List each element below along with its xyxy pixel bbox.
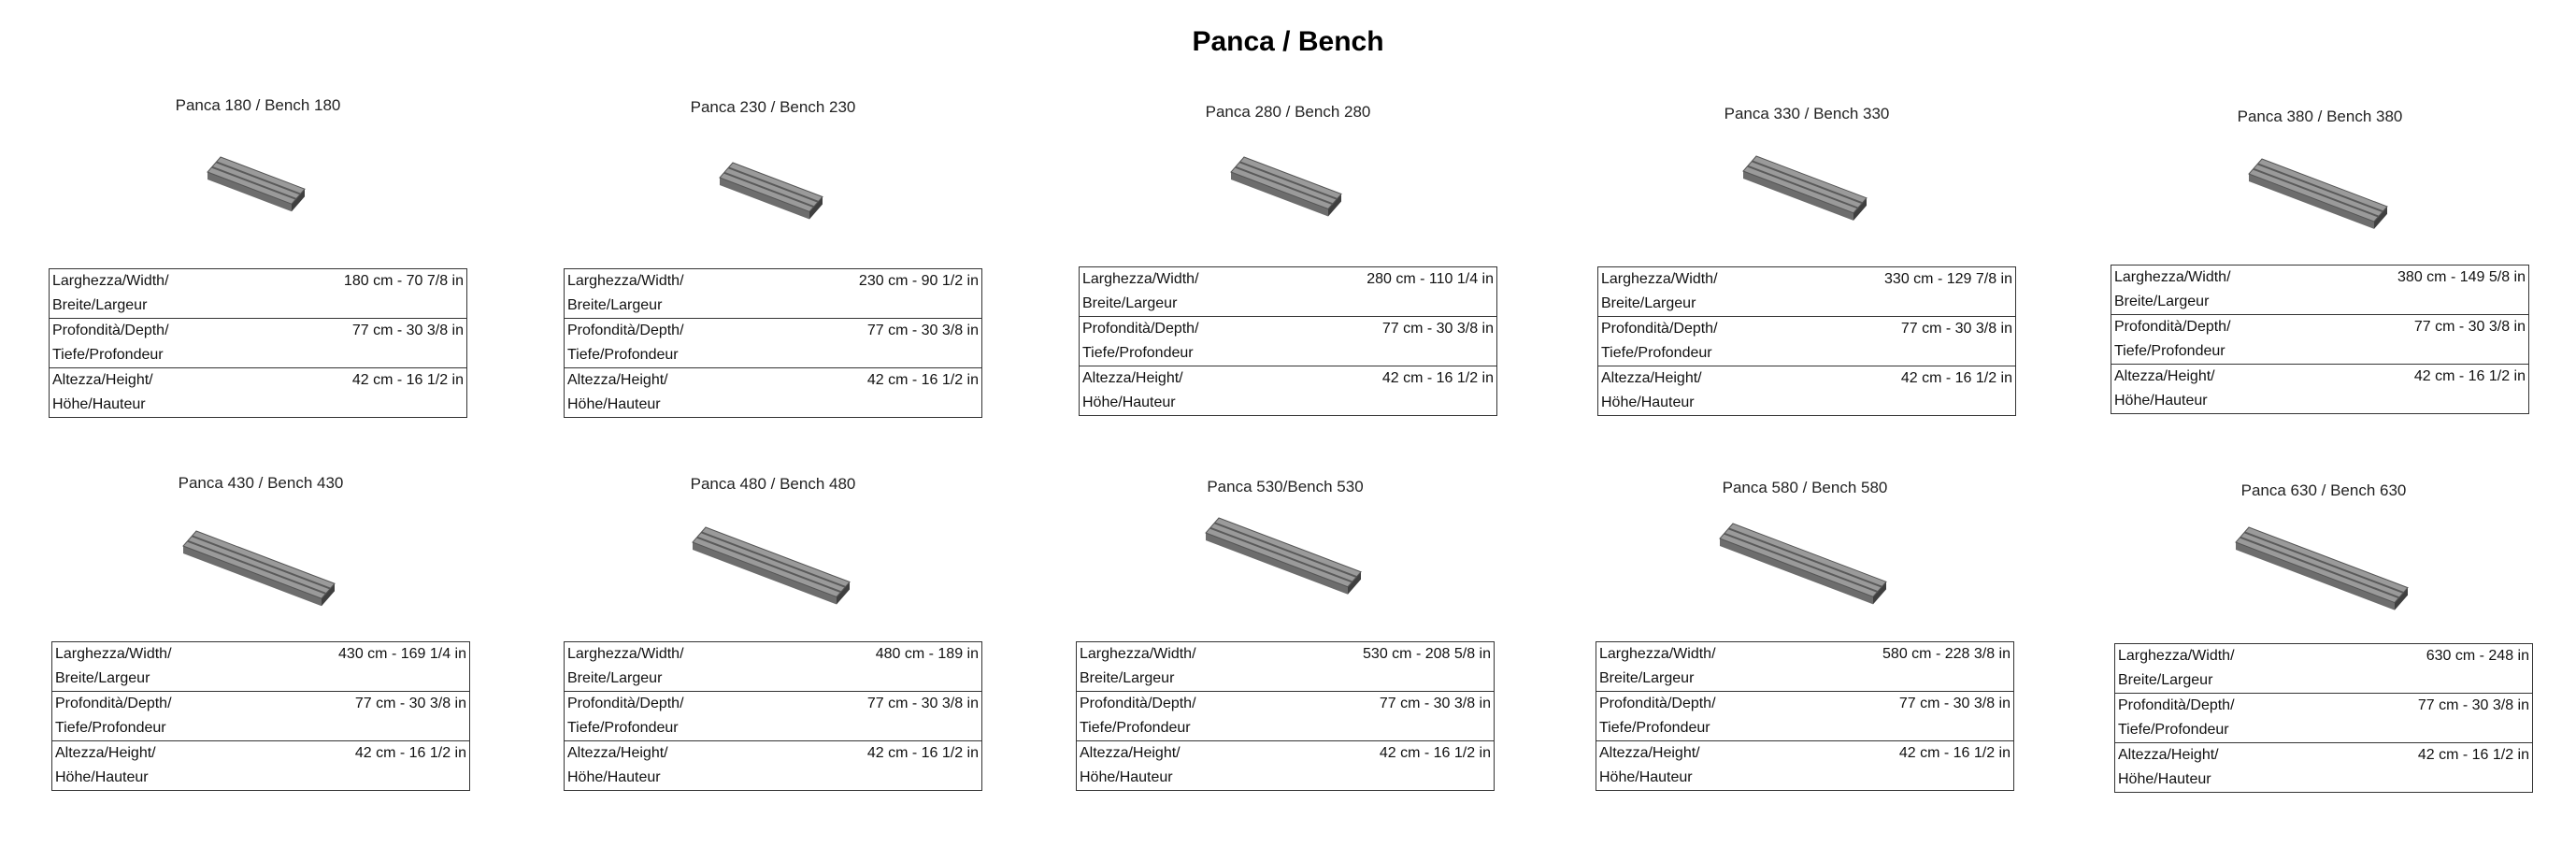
dimension-row-width xyxy=(1080,267,1497,317)
width-label-line-2: Breite/Largeur xyxy=(1082,295,1178,311)
dimensions-table xyxy=(2111,265,2529,414)
height-label-line-1: Altezza/Height/ xyxy=(1601,370,1702,386)
dimensions-table xyxy=(51,641,470,791)
height-label-line-2: Höhe/Hauteur xyxy=(1080,769,1173,785)
height-label-line-2: Höhe/Hauteur xyxy=(2118,771,2211,787)
width-value: 180 cm - 70 7/8 in xyxy=(306,269,466,319)
depth-label xyxy=(1080,317,1337,366)
bench-image xyxy=(718,161,828,228)
depth-value: 77 cm - 30 3/8 in xyxy=(2371,694,2532,743)
bench-image xyxy=(1204,516,1367,604)
dimension-row-depth xyxy=(1596,692,2014,741)
bench-title: Panca 530/Bench 530 xyxy=(1207,478,1364,495)
depth-label-line-1: Profondità/Depth/ xyxy=(1080,696,1196,711)
width-value: 480 cm - 189 in xyxy=(821,642,981,692)
width-label xyxy=(2111,266,2368,315)
width-value: 580 cm - 228 3/8 in xyxy=(1853,642,2013,692)
depth-label-line-1: Profondità/Depth/ xyxy=(1082,321,1199,337)
height-value: 42 cm - 16 1/2 in xyxy=(308,741,469,791)
height-label-line-1: Altezza/Height/ xyxy=(567,745,668,761)
height-value: 42 cm - 16 1/2 in xyxy=(821,368,981,418)
depth-value: 77 cm - 30 3/8 in xyxy=(1333,692,1494,741)
width-label-line-1: Larghezza/Width/ xyxy=(2114,269,2231,285)
width-value: 230 cm - 90 1/2 in xyxy=(821,269,981,319)
height-label xyxy=(1077,741,1334,791)
width-label-line-1: Larghezza/Width/ xyxy=(1080,646,1196,662)
bench-image xyxy=(1229,155,1347,226)
dimension-row-height xyxy=(52,741,470,791)
width-label-line-2: Breite/Largeur xyxy=(567,670,663,686)
width-label-line-2: Breite/Largeur xyxy=(52,297,148,313)
bench-image xyxy=(2247,157,2393,238)
width-label xyxy=(50,269,307,319)
height-value: 42 cm - 16 1/2 in xyxy=(1336,366,1496,416)
width-value: 630 cm - 248 in xyxy=(2371,644,2532,694)
depth-label xyxy=(565,692,822,741)
height-value: 42 cm - 16 1/2 in xyxy=(821,741,981,791)
dimension-row-width xyxy=(52,642,470,692)
dimension-row-depth xyxy=(565,692,982,741)
height-value: 42 cm - 16 1/2 in xyxy=(1333,741,1494,791)
depth-label-line-2: Tiefe/Profondeur xyxy=(1080,720,1191,736)
width-label-line-2: Breite/Largeur xyxy=(55,670,150,686)
height-label-line-1: Altezza/Height/ xyxy=(1599,745,1700,761)
depth-label-line-2: Tiefe/Profondeur xyxy=(1082,345,1194,361)
bench-title: Panca 580 / Bench 580 xyxy=(1722,479,1888,496)
height-label-line-1: Altezza/Height/ xyxy=(55,745,156,761)
width-label-line-1: Larghezza/Width/ xyxy=(567,646,684,662)
height-label-line-2: Höhe/Hauteur xyxy=(1599,769,1693,785)
height-label-line-2: Höhe/Hauteur xyxy=(567,396,661,412)
width-label-line-1: Larghezza/Width/ xyxy=(1599,646,1716,662)
dimension-row-depth xyxy=(2111,315,2529,365)
depth-value: 77 cm - 30 3/8 in xyxy=(308,692,469,741)
width-label-line-2: Breite/Largeur xyxy=(1080,670,1175,686)
dimension-row-depth xyxy=(565,319,982,368)
dimension-row-width xyxy=(1598,267,2016,317)
width-label-line-1: Larghezza/Width/ xyxy=(52,273,169,289)
width-label-line-2: Breite/Largeur xyxy=(1601,295,1696,311)
depth-label-line-1: Profondità/Depth/ xyxy=(1599,696,1716,711)
dimension-row-width xyxy=(565,642,982,692)
bench-title: Panca 280 / Bench 280 xyxy=(1205,103,1371,121)
dimension-row-depth xyxy=(52,692,470,741)
height-label xyxy=(2115,743,2372,793)
dimension-row-depth xyxy=(1080,317,1497,366)
depth-label-line-2: Tiefe/Profondeur xyxy=(55,720,166,736)
depth-label-line-1: Profondità/Depth/ xyxy=(2114,319,2231,335)
dimension-row-height xyxy=(1077,741,1495,791)
dimension-row-height xyxy=(1080,366,1497,416)
height-label-line-1: Altezza/Height/ xyxy=(567,372,668,388)
height-label xyxy=(565,741,822,791)
height-label-line-1: Altezza/Height/ xyxy=(2114,368,2215,384)
width-label-line-1: Larghezza/Width/ xyxy=(1082,271,1199,287)
height-label xyxy=(1598,366,1855,416)
dimension-row-depth xyxy=(1077,692,1495,741)
width-label xyxy=(52,642,309,692)
dimension-row-depth xyxy=(2115,694,2533,743)
height-label-line-1: Altezza/Height/ xyxy=(1082,370,1183,386)
height-label xyxy=(1080,366,1337,416)
dimension-row-height xyxy=(565,741,982,791)
dimensions-table xyxy=(564,641,982,791)
width-label-line-1: Larghezza/Width/ xyxy=(2118,648,2235,664)
depth-label-line-2: Tiefe/Profondeur xyxy=(2114,343,2225,359)
dimensions-table xyxy=(1079,266,1497,416)
dimension-row-width xyxy=(2115,644,2533,694)
dimension-row-width xyxy=(2111,266,2529,315)
height-value: 42 cm - 16 1/2 in xyxy=(306,368,466,418)
depth-label-line-2: Tiefe/Profondeur xyxy=(567,347,679,363)
depth-label-line-1: Profondità/Depth/ xyxy=(567,323,684,338)
width-label-line-1: Larghezza/Width/ xyxy=(1601,271,1718,287)
depth-value: 77 cm - 30 3/8 in xyxy=(306,319,466,368)
height-label xyxy=(1596,741,1853,791)
dimension-row-width xyxy=(1596,642,2014,692)
depth-label xyxy=(1596,692,1853,741)
height-value: 42 cm - 16 1/2 in xyxy=(2371,743,2532,793)
depth-label-line-2: Tiefe/Profondeur xyxy=(1601,345,1712,361)
width-label-line-2: Breite/Largeur xyxy=(1599,670,1695,686)
depth-value: 77 cm - 30 3/8 in xyxy=(2368,315,2528,365)
height-value: 42 cm - 16 1/2 in xyxy=(1853,741,2013,791)
depth-label xyxy=(1598,317,1855,366)
depth-label-line-2: Tiefe/Profondeur xyxy=(52,347,164,363)
bench-image xyxy=(181,529,340,615)
height-label-line-1: Altezza/Height/ xyxy=(1080,745,1181,761)
width-label xyxy=(565,642,822,692)
dimension-row-height xyxy=(2115,743,2533,793)
depth-label xyxy=(1077,692,1334,741)
dimension-row-height xyxy=(1598,366,2016,416)
dimension-row-depth xyxy=(1598,317,2016,366)
depth-label-line-1: Profondità/Depth/ xyxy=(55,696,172,711)
depth-label xyxy=(2115,694,2372,743)
width-value: 380 cm - 149 5/8 in xyxy=(2368,266,2528,315)
depth-value: 77 cm - 30 3/8 in xyxy=(821,692,981,741)
depth-label xyxy=(50,319,307,368)
height-label-line-2: Höhe/Hauteur xyxy=(52,396,146,412)
dimensions-table xyxy=(1596,641,2014,791)
width-label xyxy=(1598,267,1855,317)
dimensions-table xyxy=(1597,266,2016,416)
depth-label xyxy=(52,692,309,741)
dimensions-table xyxy=(1076,641,1495,791)
height-label-line-2: Höhe/Hauteur xyxy=(1601,395,1695,410)
bench-title: Panca 480 / Bench 480 xyxy=(690,475,856,493)
width-label xyxy=(1080,267,1337,317)
height-value: 42 cm - 16 1/2 in xyxy=(2368,365,2528,414)
depth-label-line-1: Profondità/Depth/ xyxy=(52,323,169,338)
depth-label-line-1: Profondità/Depth/ xyxy=(1601,321,1718,337)
bench-image xyxy=(691,525,855,614)
depth-value: 77 cm - 30 3/8 in xyxy=(821,319,981,368)
width-label xyxy=(1077,642,1334,692)
width-label xyxy=(565,269,822,319)
dimension-row-height xyxy=(50,368,467,418)
page-title: Panca / Bench xyxy=(1192,26,1384,57)
height-label-line-1: Altezza/Height/ xyxy=(2118,747,2219,763)
dimension-row-depth xyxy=(50,319,467,368)
height-label-line-2: Höhe/Hauteur xyxy=(567,769,661,785)
bench-image xyxy=(2234,525,2413,620)
depth-label-line-1: Profondità/Depth/ xyxy=(567,696,684,711)
depth-label-line-2: Tiefe/Profondeur xyxy=(2118,722,2229,738)
bench-title: Panca 430 / Bench 430 xyxy=(178,474,344,492)
width-label-line-1: Larghezza/Width/ xyxy=(567,273,684,289)
dimensions-table xyxy=(49,268,467,418)
height-label-line-2: Höhe/Hauteur xyxy=(55,769,149,785)
width-label-line-2: Breite/Largeur xyxy=(567,297,663,313)
bench-image xyxy=(1718,522,1892,613)
height-label xyxy=(2111,365,2368,414)
bench-image xyxy=(1741,154,1872,230)
dimensions-table xyxy=(564,268,982,418)
bench-title: Panca 380 / Bench 380 xyxy=(2237,108,2403,125)
dimension-row-height xyxy=(2111,365,2529,414)
width-label-line-2: Breite/Largeur xyxy=(2114,294,2210,309)
bench-image xyxy=(206,155,310,221)
depth-label-line-2: Tiefe/Profondeur xyxy=(567,720,679,736)
dimension-row-width xyxy=(50,269,467,319)
depth-value: 77 cm - 30 3/8 in xyxy=(1336,317,1496,366)
width-value: 280 cm - 110 1/4 in xyxy=(1336,267,1496,317)
width-value: 430 cm - 169 1/4 in xyxy=(308,642,469,692)
height-label-line-2: Höhe/Hauteur xyxy=(2114,393,2208,409)
depth-label xyxy=(2111,315,2368,365)
width-label-line-1: Larghezza/Width/ xyxy=(55,646,172,662)
height-label xyxy=(50,368,307,418)
height-label-line-1: Altezza/Height/ xyxy=(52,372,153,388)
depth-label-line-2: Tiefe/Profondeur xyxy=(1599,720,1710,736)
bench-title: Panca 230 / Bench 230 xyxy=(690,98,856,116)
dimension-row-width xyxy=(1077,642,1495,692)
height-label xyxy=(565,368,822,418)
dimension-row-height xyxy=(1596,741,2014,791)
depth-label xyxy=(565,319,822,368)
depth-label-line-1: Profondità/Depth/ xyxy=(2118,697,2235,713)
width-label xyxy=(2115,644,2372,694)
width-label-line-2: Breite/Largeur xyxy=(2118,672,2213,688)
depth-value: 77 cm - 30 3/8 in xyxy=(1854,317,2015,366)
dimension-row-height xyxy=(565,368,982,418)
width-label xyxy=(1596,642,1853,692)
bench-title: Panca 630 / Bench 630 xyxy=(2240,481,2407,499)
width-value: 330 cm - 129 7/8 in xyxy=(1854,267,2015,317)
height-label xyxy=(52,741,309,791)
dimensions-table xyxy=(2114,643,2533,793)
width-value: 530 cm - 208 5/8 in xyxy=(1333,642,1494,692)
height-label-line-2: Höhe/Hauteur xyxy=(1082,395,1176,410)
bench-title: Panca 180 / Bench 180 xyxy=(175,96,341,114)
depth-value: 77 cm - 30 3/8 in xyxy=(1853,692,2013,741)
height-value: 42 cm - 16 1/2 in xyxy=(1854,366,2015,416)
dimension-row-width xyxy=(565,269,982,319)
bench-title: Panca 330 / Bench 330 xyxy=(1724,105,1890,122)
